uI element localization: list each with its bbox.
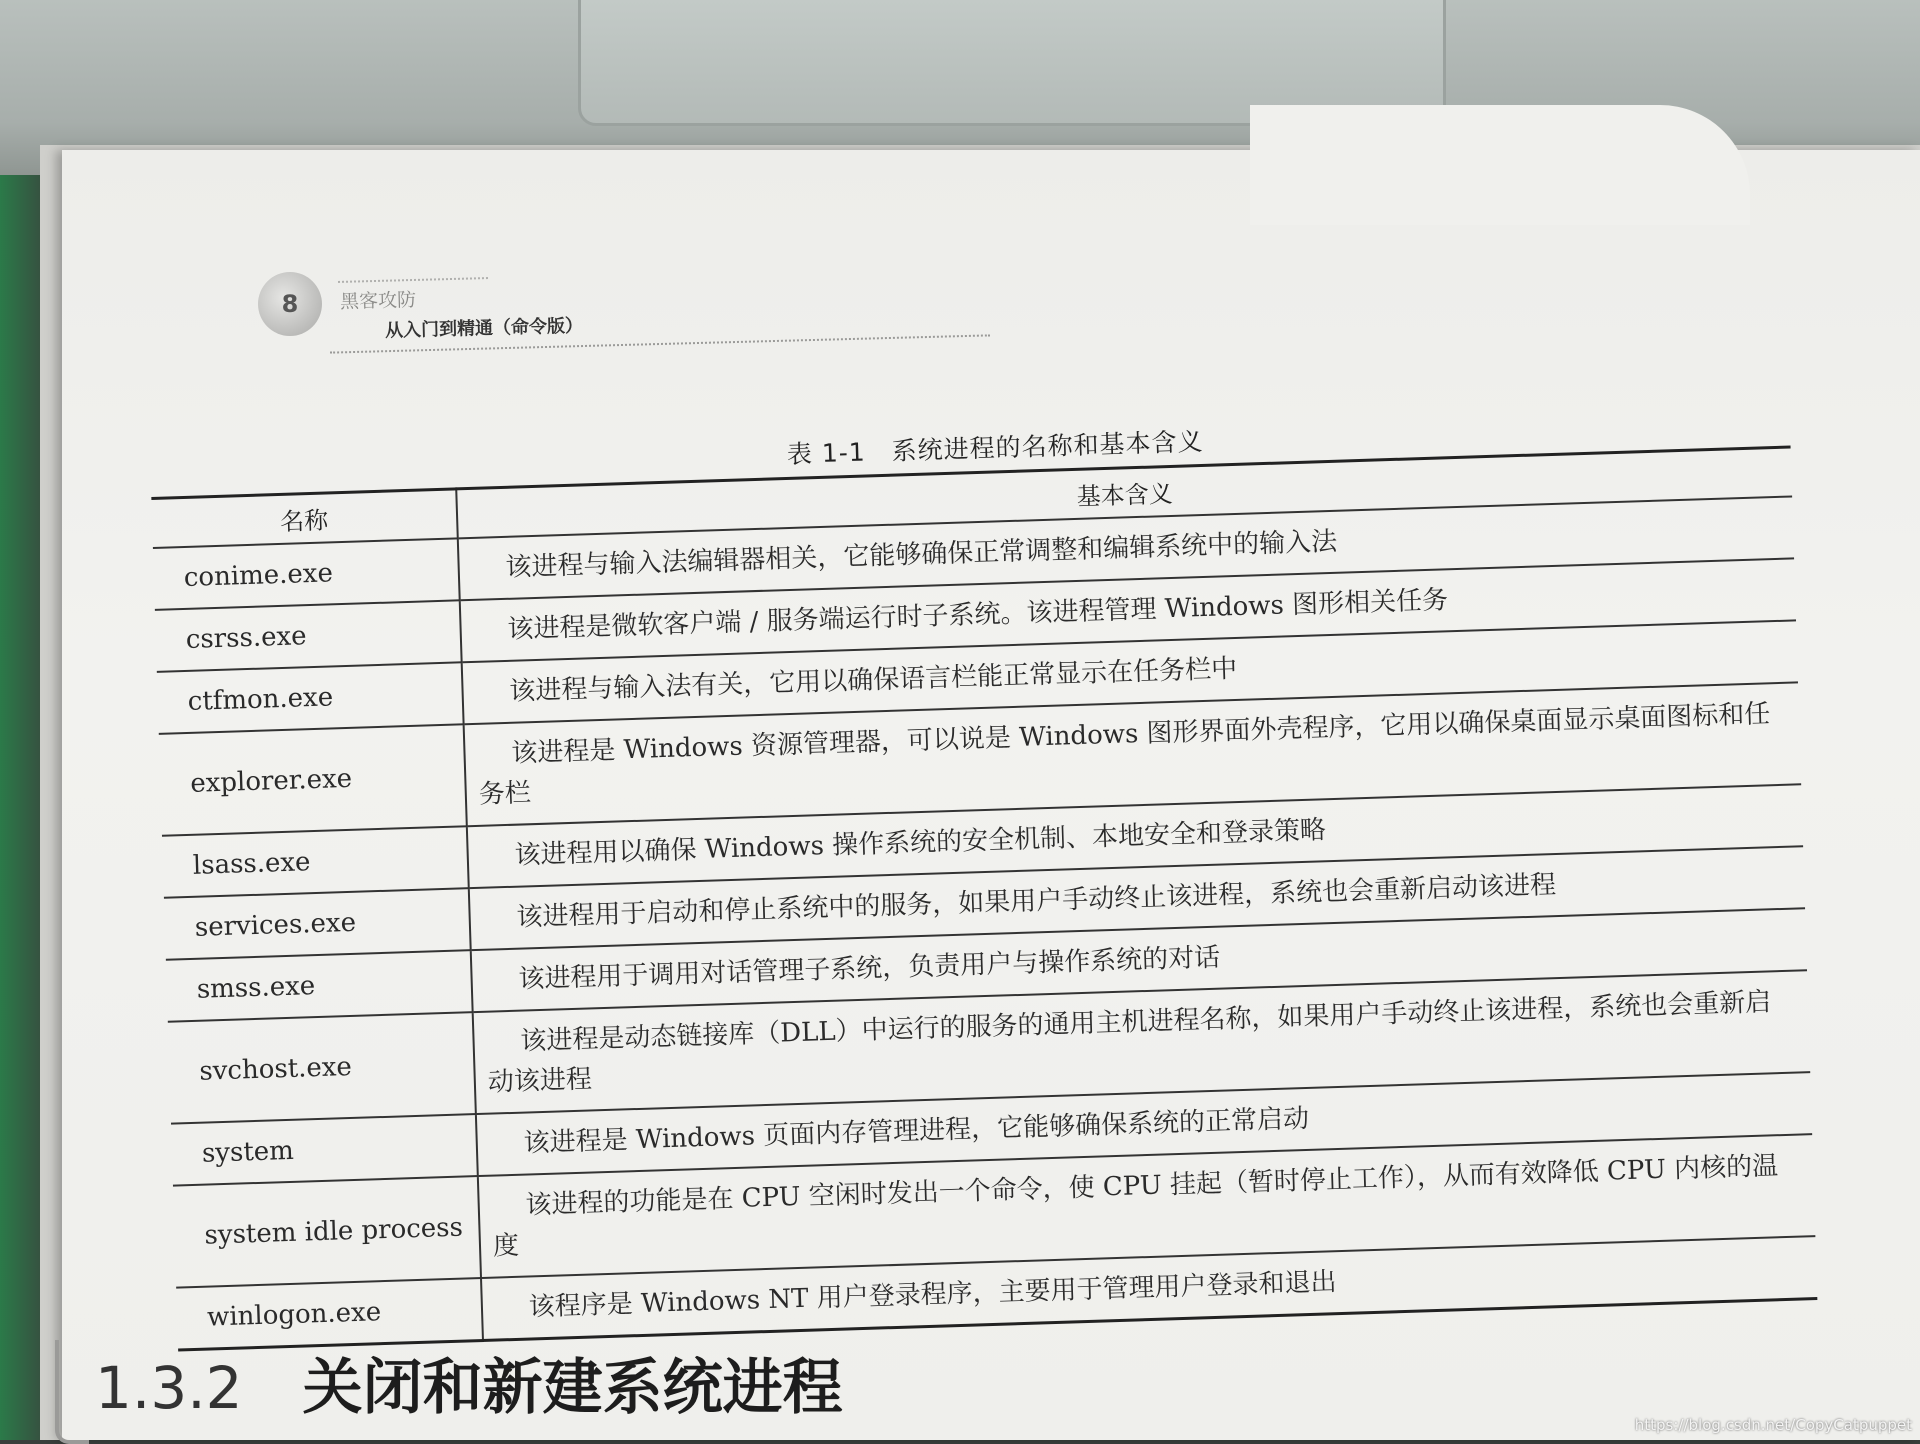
page-number: 8 [258, 272, 322, 336]
process-description-cell: 该进程用以确保 Windows 操作系统的安全机制、本地安全和登录策略 [467, 784, 1803, 888]
process-table [151, 445, 1817, 1351]
watermark: https://blog.csdn.net/CopyCatpuppet [1634, 1416, 1912, 1434]
table-caption: 表 1-1 系统进程的名称和基本含义 [786, 426, 1204, 469]
process-description-cell: 该进程与输入法有关，它用以确保语言栏能正常显示在任务栏中 [462, 620, 1798, 724]
process-description-cell: 该进程是 Windows 页面内存管理进程，它能够确保系统的正常启动 [476, 1072, 1812, 1176]
process-name-cell: system [171, 1114, 478, 1186]
section-title: 关闭和新建系统进程 [302, 1353, 843, 1423]
process-description-cell: 该进程与输入法编辑器相关，它能够确保正常调整和编辑系统中的输入法 [458, 496, 1794, 600]
process-name-cell: svchost.exe [168, 1012, 476, 1124]
process-name-cell: winlogon.exe [176, 1278, 483, 1350]
column-header-meaning: 基本含义 [456, 447, 1792, 538]
process-description-cell: 该进程是 Windows 资源管理器，可以说是 Windows 图形界面外壳程序，它用以确保桌面显示桌面图标和任务栏 [464, 682, 1802, 826]
page-curl [1250, 105, 1750, 225]
process-name-cell: csrss.exe [155, 600, 462, 672]
process-description-cell: 该程序是 Windows NT 用户登录程序，主要用于管理用户登录和退出 [481, 1236, 1817, 1340]
process-description-cell: 该进程用于启动和停止系统中的服务，如果用户手动终止该进程，系统也会重新启动该进程 [469, 846, 1805, 950]
process-description-cell: 该进程用于调用对话管理子系统，负责用户与操作系统的对话 [471, 908, 1807, 1012]
process-description-cell: 该进程是微软客户端 / 服务端运行时子系统。该进程管理 Windows 图形相关任务 [460, 558, 1796, 662]
process-description-cell: 该进程的功能是在 CPU 空闲时发出一个命令，使 CPU 挂起（暂时停止工作），从而有效降低 CPU 内核的温度 [478, 1134, 1816, 1278]
table-body [153, 496, 1817, 1350]
running-header-subtitle: 从入门到精通（命令版） [384, 315, 584, 342]
process-name-cell: conime.exe [153, 538, 460, 610]
process-name-cell: lsass.exe [162, 826, 469, 898]
process-name-cell: smss.exe [166, 950, 473, 1022]
column-header-name: 名称 [151, 489, 457, 548]
process-table-block [150, 403, 1827, 1351]
running-header-title: 黑客攻防 [339, 289, 417, 313]
section-heading [95, 1340, 843, 1426]
section-number: 1.3.2 [95, 1354, 243, 1422]
process-description-cell: 该进程是动态链接库（DLL）中运行的服务的通用主机进程名称，如果用户手动终止该进程，系统也会重新启动该进程 [473, 970, 1811, 1114]
process-name-cell: explorer.exe [159, 724, 467, 836]
process-name-cell: services.exe [164, 888, 471, 960]
section-bracket [55, 1340, 89, 1444]
process-name-cell: system idle process [173, 1176, 481, 1288]
process-name-cell: ctfmon.exe [157, 662, 464, 734]
